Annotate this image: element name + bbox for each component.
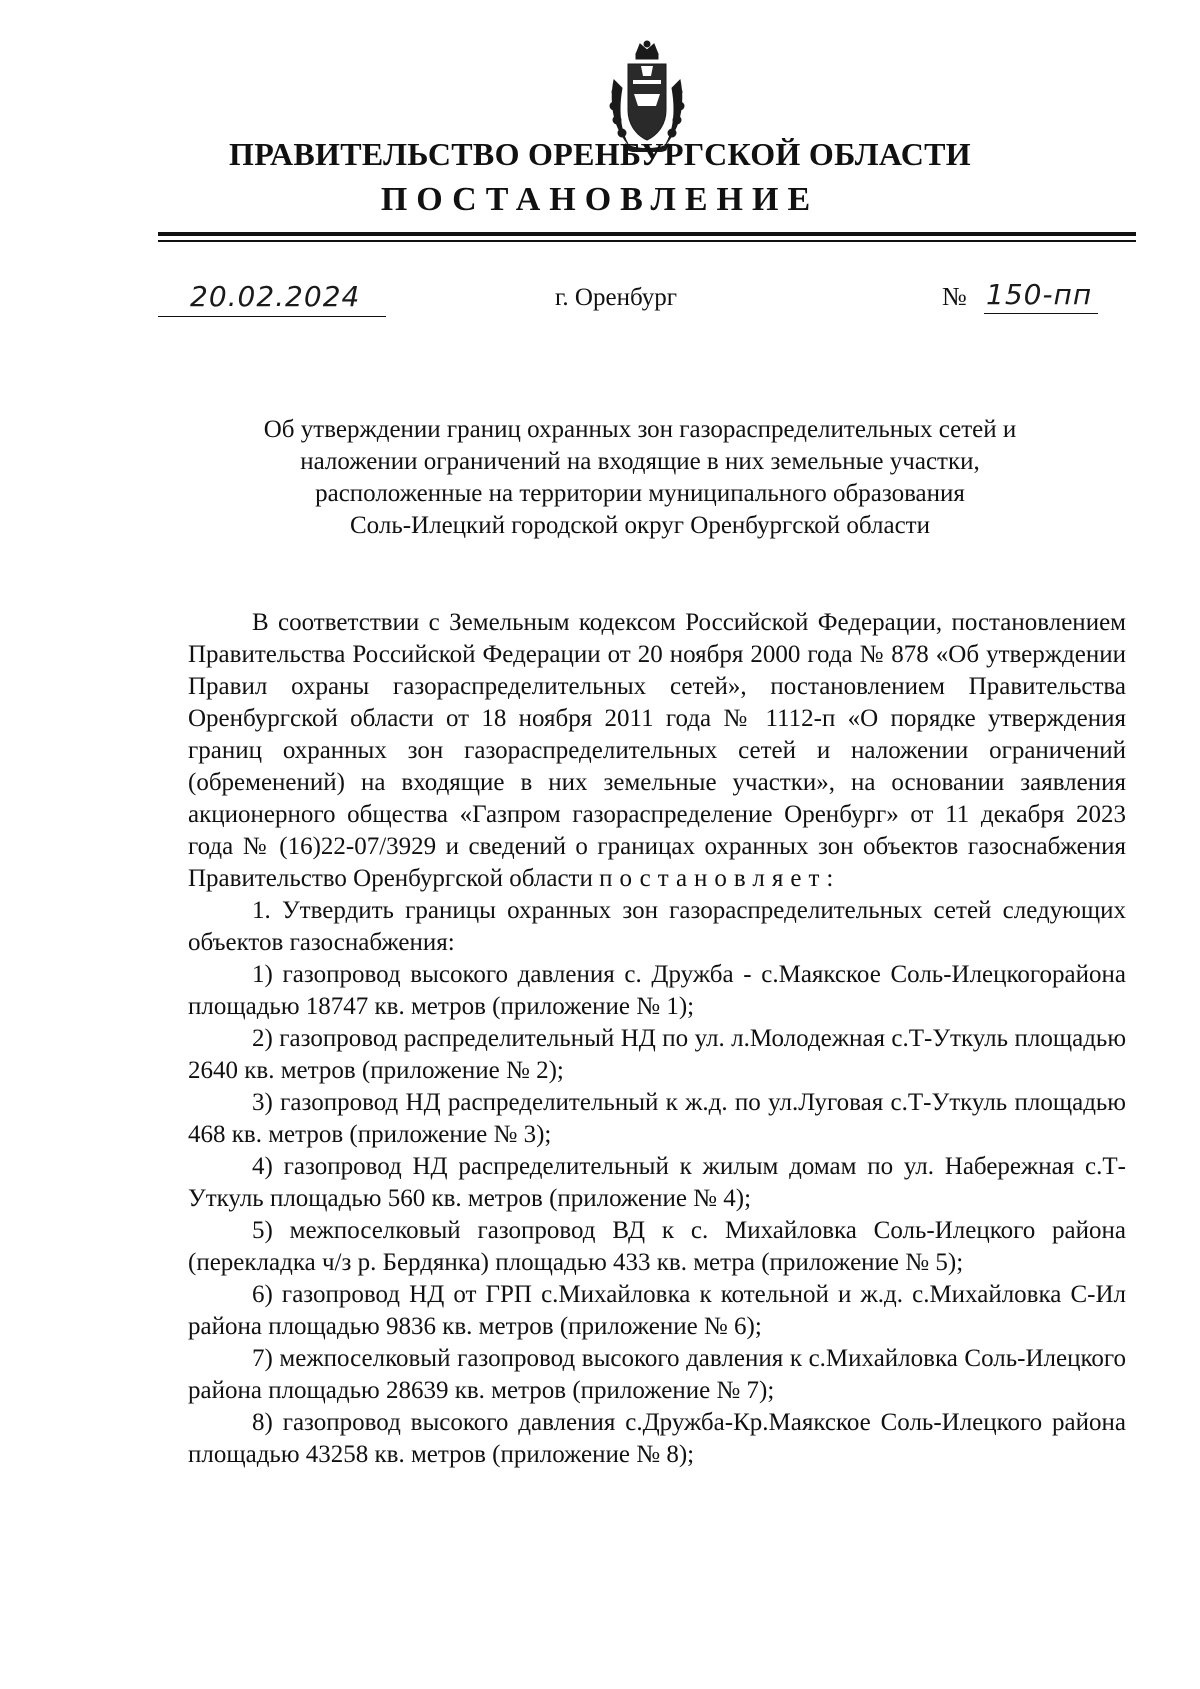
resolution-verb: постановляет:: [599, 865, 841, 892]
title-line: Соль-Илецкий городской округ Оренбургской области: [350, 512, 930, 539]
document-body: [188, 607, 1126, 1471]
date-field: [158, 276, 386, 317]
preamble-text: В соответствии с Земельным кодексом Российской Федерации, постановлением Правительства Российской Федерации от 20 ноября 2000 года № 878 «Об утверждении Правил охраны газораспределительных сетей», постановлением Правительства Оренбургской области от 18 ноября 2011 года № 1112-п «О порядке утверждения границ охранных зон газораспределительных сетей и наложении ограничений (обременений) на входящие в них земельные участки», на основании заявления акционерного общества «Газпром газораспределение Оренбург» от 11 декабря 2023 года № (16)22-07/3929 и сведений о границах охранных зон объектов газоснабжения Правительство Оренбургской области: [188, 609, 1126, 892]
list-item: 1) газопровод высокого давления с. Дружба - с.Маякское Соль-Илецкогорайона площадью 18747 кв. метров (приложение № 1);: [188, 961, 1126, 1020]
document-number: 150-пп: [984, 278, 1098, 314]
list-item: 7) межпоселковый газопровод высокого давления к с.Михайловка Соль-Илецкого района площадью 28639 кв. метров (приложение № 7);: [188, 1345, 1126, 1404]
document-city: г. Оренбург: [555, 284, 677, 311]
point-1: 1. Утвердить границы охранных зон газораспределительных сетей следующих объектов газоснабжения:: [188, 897, 1126, 956]
title-line: расположенные на территории муниципального образования: [315, 480, 965, 507]
list-item: 2) газопровод распределительный НД по ул. л.Молодежная с.Т-Уткуль площадью 2640 кв. метров (приложение № 2);: [188, 1025, 1126, 1084]
title-line: Об утверждении границ охранных зон газораспределительных сетей и: [263, 416, 1017, 443]
list-item: 6) газопровод НД от ГРП с.Михайловка к котельной и ж.д. с.Михайловка С-Ил района площадью 9836 кв. метров (приложение № 6);: [188, 1281, 1126, 1340]
list-item: 8) газопровод высокого давления с.Дружба-Кр.Маякское Соль-Илецкого района площадью 43258 кв. метров (приложение № 8);: [188, 1409, 1126, 1468]
document-date: 20.02.2024: [190, 280, 361, 313]
document-title: [200, 414, 1080, 542]
list-item: 5) межпоселковый газопровод ВД к с. Михайловка Соль-Илецкого района (перекладка ч/з р. Бердянка) площадью 433 кв. метра (приложение № 5);: [188, 1217, 1126, 1276]
list-item: 3) газопровод НД распределительный к ж.д. по ул.Луговая с.Т-Уткуль площадью 468 кв. метров (приложение № 3);: [188, 1089, 1126, 1148]
preamble-paragraph: [188, 607, 1126, 895]
header-divider-thick: [158, 232, 1136, 236]
document-type: ПОСТАНОВЛЕНИЕ: [380, 181, 820, 218]
number-field: [980, 276, 1120, 316]
header-divider-thin: [158, 240, 1136, 242]
title-line: наложении ограничений на входящие в них земельные участки,: [300, 448, 980, 475]
organization-name: ПРАВИТЕЛЬСТВО ОРЕНБУРГСКОЙ ОБЛАСТИ: [229, 136, 971, 172]
list-item: 4) газопровод НД распределительный к жилым домам по ул. Набережная с.Т-Уткуль площадью 560 кв. метров (приложение № 4);: [188, 1153, 1126, 1212]
number-label: №: [942, 282, 967, 311]
